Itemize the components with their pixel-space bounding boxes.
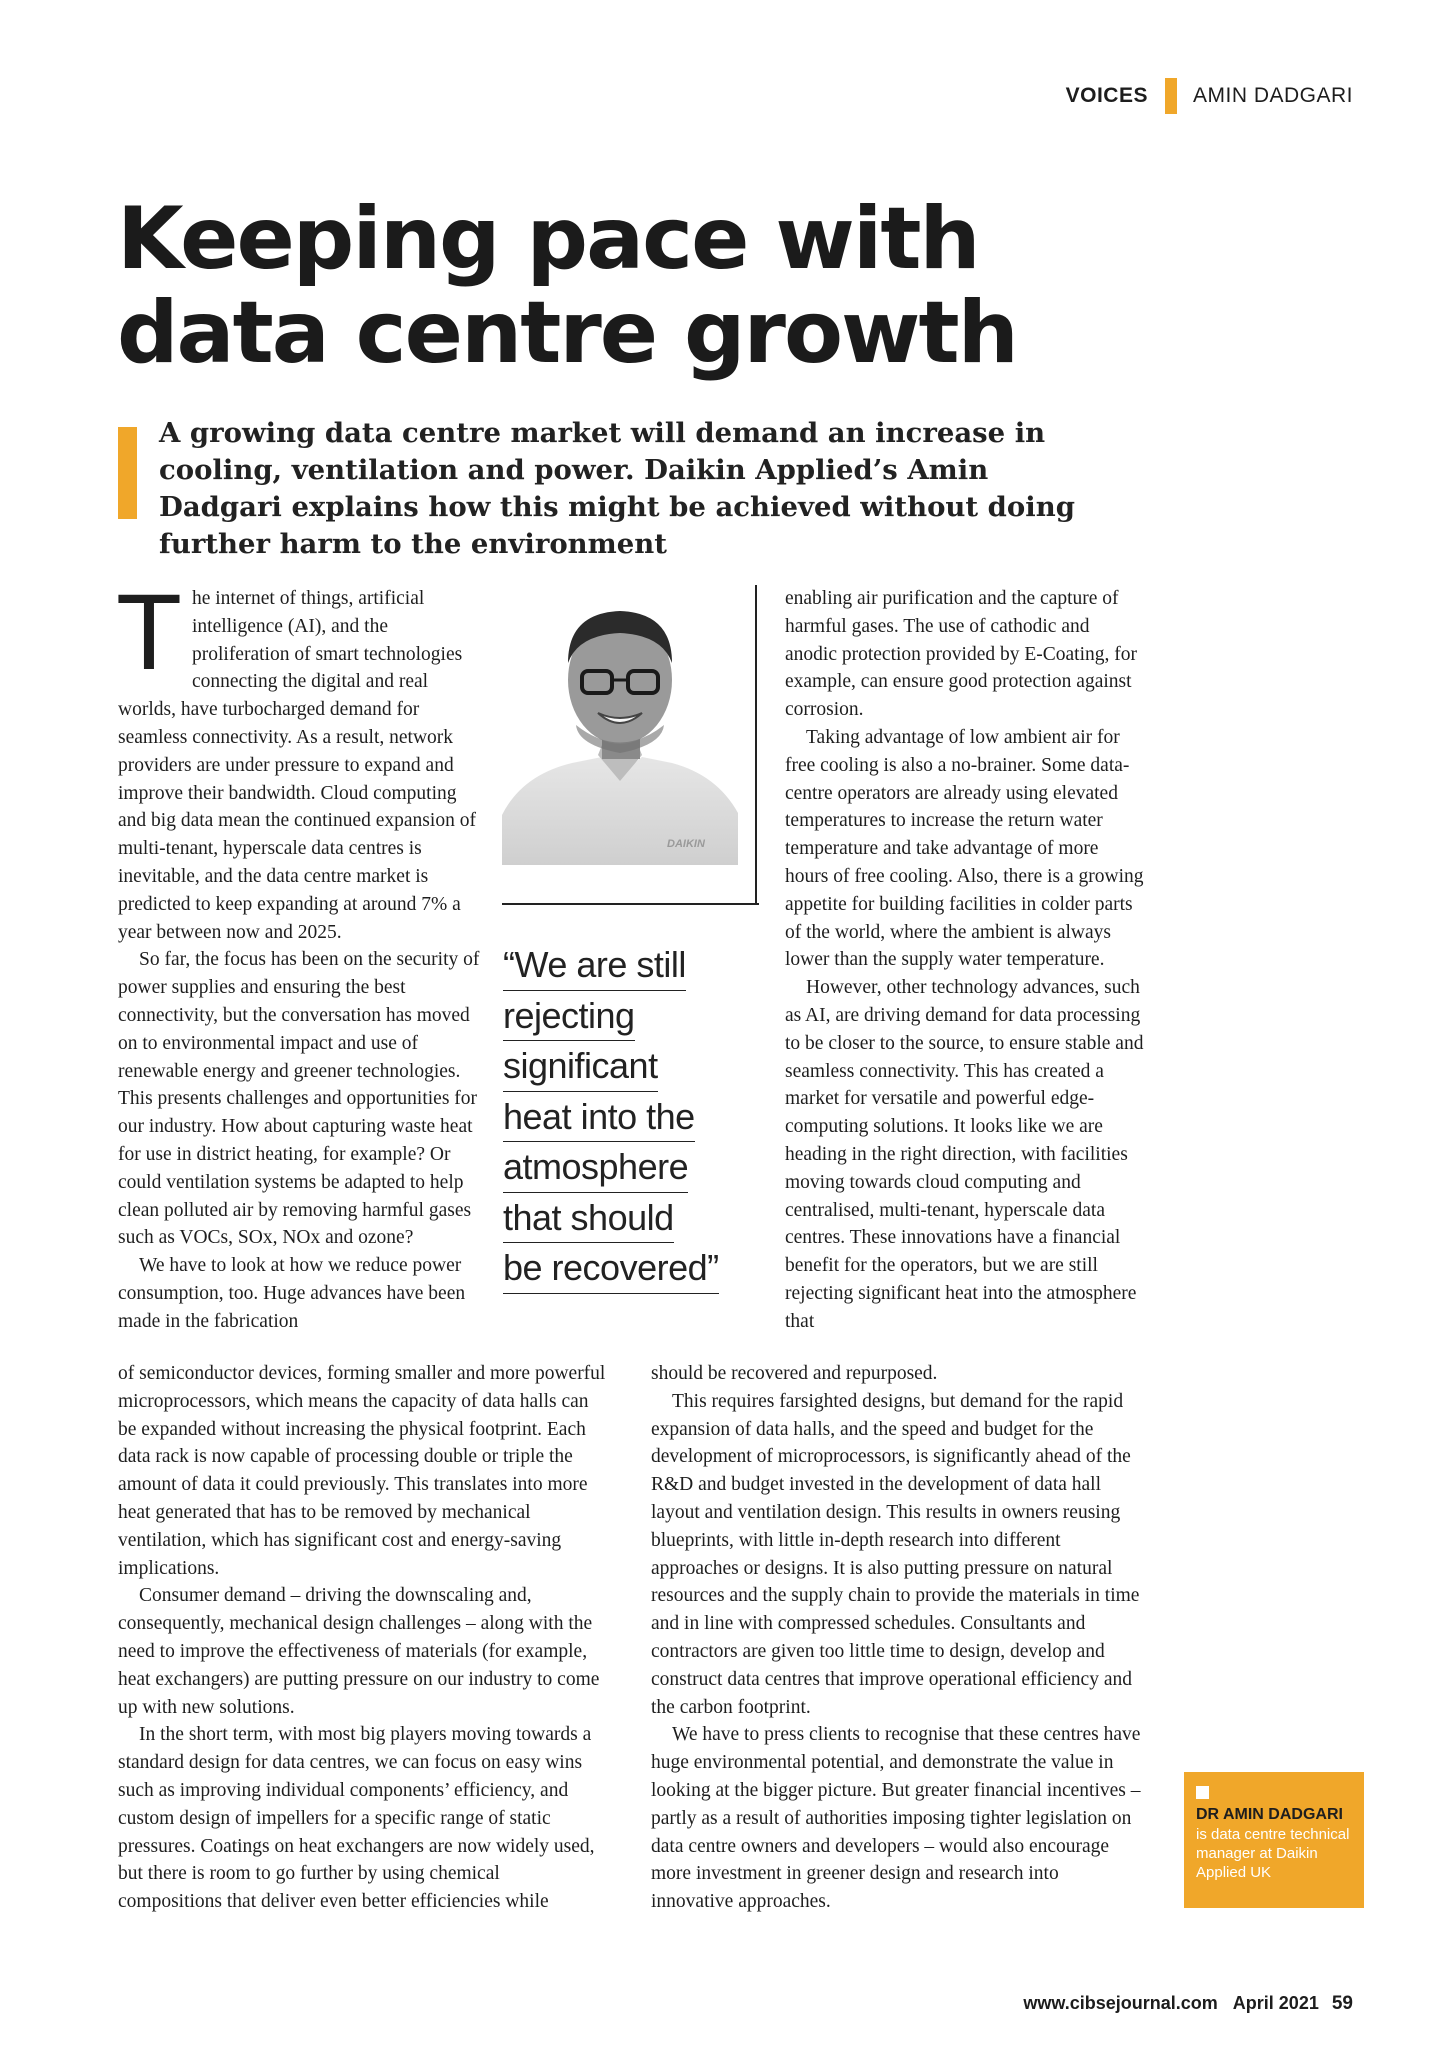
standfirst-author-name: Amin Dadgari	[159, 454, 989, 523]
body-column-right-wide	[651, 1360, 1145, 1916]
body-column-left-wide	[118, 1360, 608, 1916]
section-header	[1066, 78, 1353, 114]
pull-quote-line: be recovered”	[503, 1243, 719, 1294]
title-line-2: data centre growth	[117, 283, 1017, 383]
body-paragraph: We have to look at how we reduce power consumption, too. Huge advances have been made in the fabrication	[118, 1255, 466, 1332]
author-bio-box	[1184, 1772, 1364, 1908]
body-paragraph: of semiconductor devices, forming smaller and more powerful microprocessors, which means the capacity of data halls can be expanded without increasing the physical footprint. Each data rack is now capable of processing double or triple the amount of data it could previously. This translates into more heat generated that has to be removed by mechanical ventilation, which has significant cost and energy-saving implications.	[118, 1363, 606, 1579]
body-paragraph: So far, the focus has been on the security of power supplies and ensuring the best connectivity, but the conversation has moved on to environmental impact and use of renewable energy and greener technologies. This presents challenges and opportunities for our industry. How about capturing waste heat for use in district heating, for example? Or could ventilation systems be adapted to help clean polluted air by removing harmful gases such as VOCs, SOx, NOx and ozone?	[118, 949, 480, 1249]
author-photo	[502, 585, 738, 865]
bio-square-marker	[1196, 1786, 1209, 1799]
header-divider	[1165, 78, 1177, 114]
pull-quote-line: that should	[503, 1193, 674, 1244]
pull-quote-line: atmosphere	[503, 1142, 688, 1193]
author-photo-frame	[502, 585, 757, 905]
body-paragraph: We have to press clients to recognise that these centres have huge environmental potential, and demonstrate the value in looking at the bigger picture. But greater financial incentives – partly as a result of authorities imposing tighter legislation on data centre owners and developers – would also encourage more investment in greener design and research into innovative approaches.	[651, 1724, 1141, 1913]
standfirst-pre: A growing data centre market will demand an increase in cooling, ventilation and power. Daikin Applied’s	[159, 417, 1046, 486]
bio-name: DR AMIN DADGARI	[1196, 1806, 1343, 1823]
body-column-1	[116, 571, 483, 1336]
page-number: 59	[1331, 1993, 1353, 2014]
photo-frame-line-horizontal	[502, 903, 759, 906]
standfirst-accent-bar	[118, 427, 137, 519]
pull-quote-line: “We are still	[503, 940, 686, 991]
footer-website: www.cibsejournal.com	[1023, 1993, 1218, 2013]
body-paragraph: should be recovered and repurposed.	[651, 1363, 938, 1384]
standfirst-post: explains how this might be achieved without doing further harm to the environment	[159, 491, 1075, 560]
pull-quote-line: rejecting	[503, 991, 635, 1042]
drop-cap: T	[116, 571, 182, 692]
paragraph-text: he internet of things, artificial intelligence (AI), and the proliferation of smart technologies connecting the digital and real worlds, have turbocharged demand for seamless connectivity. As a result, network providers are under pressure to expand and improve their bandwidth. Cloud computing and big data mean the continued expansion of multi-tenant, hyperscale data centres is inevitable, and the data centre market is predicted to keep expanding at around 7% a year between now and 2025.	[118, 588, 476, 943]
article-title	[117, 189, 1117, 383]
section-label: VOICES	[1065, 84, 1148, 107]
body-column-3	[785, 585, 1145, 1336]
pull-quote	[503, 940, 733, 1294]
body-paragraph: This requires farsighted designs, but demand for the rapid expansion of data halls, and the speed and budget for the development of microprocessors, is significantly ahead of the R&D and budget invested in the development of data hall layout and ventilation design. This results in owners reusing blueprints, with little in-depth research into different approaches or designs. It is also putting pressure on natural resources and the supply chain to provide the materials in time and in line with compressed schedules. Consultants and contractors are given too little time to design, develop and construct data centres that improve operational efficiency and the carbon footprint.	[651, 1390, 1140, 1718]
footer-issue: April 2021	[1232, 1993, 1319, 2013]
photo-frame-line-vertical	[755, 585, 758, 905]
shirt-logo-badge: DAIKIN	[667, 838, 705, 850]
body-paragraph: enabling air purification and the capture of harmful gases. The use of cathodic and anodic protection provided by E-Coating, for example, can ensure good protection against corrosion.	[785, 588, 1137, 721]
pull-quote-line: significant	[503, 1041, 658, 1092]
title-line-1: Keeping pace with	[117, 189, 979, 289]
body-paragraph: However, other technology advances, such as AI, are driving demand for data processing to be closer to the source, to ensure stable and seamless connectivity. This has created a market for versatile and powerful edge-computing solutions. It looks like we are heading in the right direction, with facilities moving towards cloud computing and centralised, multi-tenant, hyperscale data centres. These innovations have a financial benefit for the operators, but we are still rejecting significant heat into the atmosphere that	[785, 977, 1144, 1332]
standfirst	[159, 415, 1119, 563]
bio-role: is data centre technical manager at Daikin Applied UK	[1196, 1826, 1350, 1881]
page-footer	[1023, 1993, 1353, 2015]
pull-quote-line: heat into the	[503, 1092, 695, 1143]
body-paragraph: In the short term, with most big players moving towards a standard design for data centres, we can focus on easy wins such as improving individual components’ efficiency, and custom design of impellers for a specific range of static pressures. Coatings on heat exchangers are now widely used, but there is room to go further by using chemical compositions that deliver even better efficiencies while	[118, 1724, 595, 1913]
body-paragraph: Consumer demand – driving the downscaling and, consequently, mechanical design challenges – along with the need to improve the effectiveness of materials (for example, heat exchangers) are putting pressure on our industry to come up with new solutions.	[118, 1585, 600, 1718]
body-paragraph	[116, 571, 483, 946]
body-paragraph: Taking advantage of low ambient air for free cooling is also a no-brainer. Some data-centre operators are already using elevated temperatures to increase the return water temperature and take advantage of more hours of free cooling. Also, there is a growing appetite for building facilities in colder parts of the world, where the ambient is always lower than the supply water temperature.	[785, 726, 1144, 971]
header-author: AMIN DADGARI	[1192, 84, 1353, 107]
